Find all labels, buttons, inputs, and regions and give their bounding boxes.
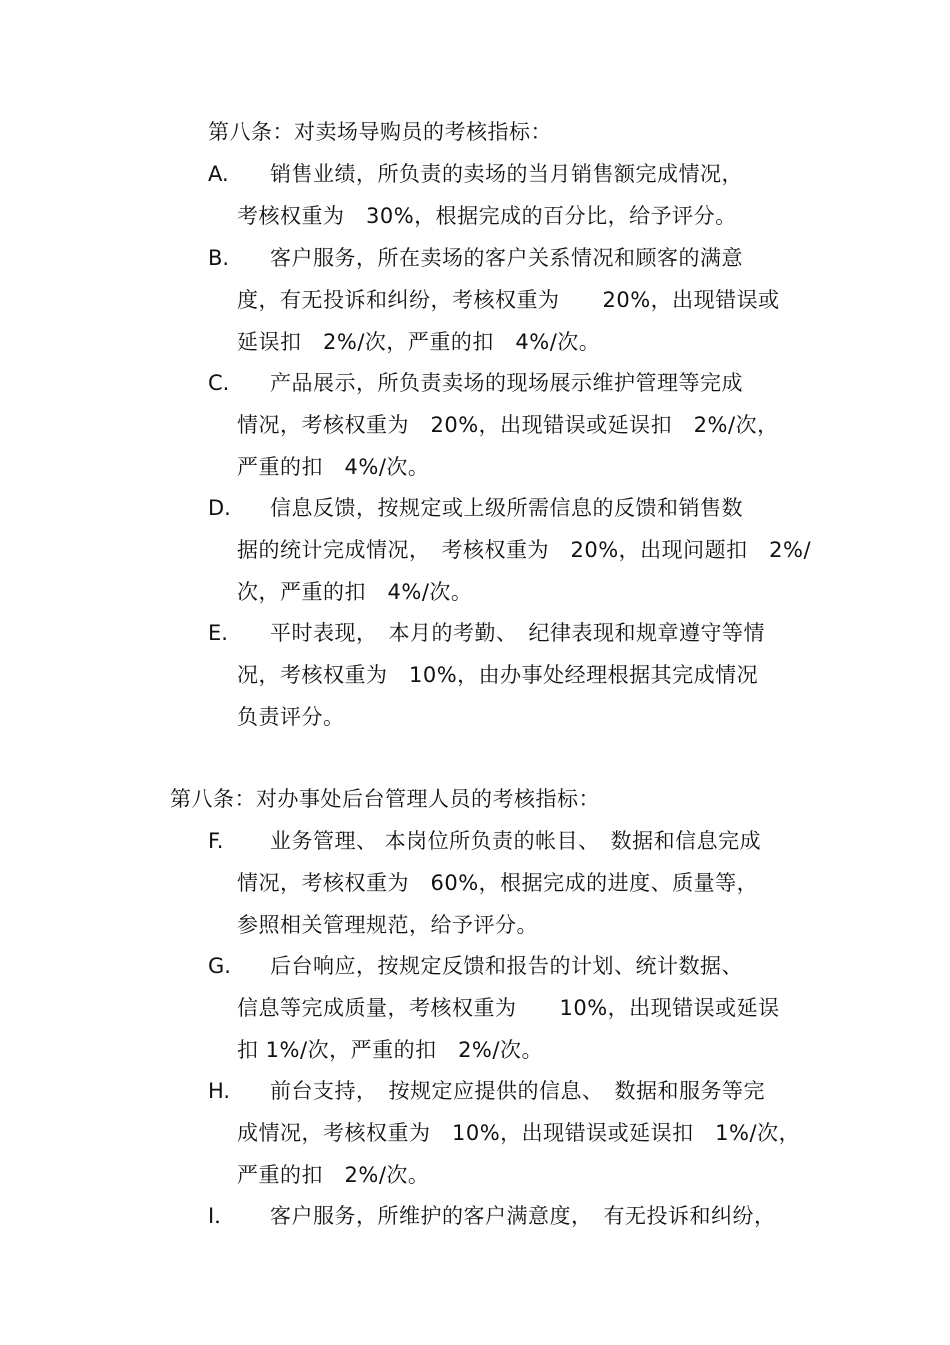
- item-f-line-2: 情况，考核权重为 60%，根据完成的进度、质量等，: [237, 871, 759, 895]
- item-f-letter: F.: [208, 829, 224, 853]
- item-c-line-2: 情况，考核权重为 20%，出现错误或延误扣 2%/次，: [237, 413, 779, 437]
- item-c-letter: C.: [208, 371, 230, 395]
- item-f-line-3: 参照相关管理规范，给予评分。: [237, 913, 538, 937]
- section-2-heading: 第八条：对办事处后台管理人员的考核指标：: [170, 787, 600, 811]
- item-h-line-3: 严重的扣 2%/次。: [237, 1163, 430, 1187]
- item-g-letter: G.: [208, 954, 231, 978]
- item-i-letter: I．: [208, 1204, 236, 1228]
- item-a-line-1: 销售业绩，所负责的卖场的当月销售额完成情况，: [270, 162, 743, 186]
- item-f-line-1: 业务管理、 本岗位所负责的帐目、 数据和信息完成: [270, 829, 762, 853]
- item-h-line-2: 成情况，考核权重为 10%，出现错误或延误扣 1%/次，: [237, 1121, 801, 1145]
- item-d-letter: D.: [208, 496, 231, 520]
- item-i-line-1: 客户服务，所维护的客户满意度， 有无投诉和纠纷，: [270, 1204, 776, 1228]
- item-b-line-1: 客户服务，所在卖场的客户关系情况和顾客的满意: [270, 246, 743, 270]
- item-g-line-1: 后台响应，按规定反馈和报告的计划、统计数据、: [270, 954, 743, 978]
- item-d-line-1: 信息反馈，按规定或上级所需信息的反馈和销售数: [270, 496, 743, 520]
- item-b-line-2: 度，有无投诉和纠纷，考核权重为 20%，出现错误或: [237, 288, 780, 312]
- item-g-line-3: 扣 1%/次，严重的扣 2%/次。: [237, 1038, 543, 1062]
- item-d-line-2: 据的统计完成情况， 考核权重为 20%，出现问题扣 2%/: [237, 538, 812, 562]
- item-a-line-2: 考核权重为 30%，根据完成的百分比，给予评分。: [237, 204, 737, 228]
- item-h-line-1: 前台支持， 按规定应提供的信息、 数据和服务等完: [270, 1079, 765, 1103]
- item-b-letter: B.: [208, 246, 230, 270]
- item-e-line-2: 况，考核权重为 10%，由办事处经理根据其完成情况: [237, 663, 759, 687]
- item-d-line-3: 次，严重的扣 4%/次。: [237, 580, 473, 604]
- item-a-letter: A.: [208, 162, 229, 186]
- item-e-line-1: 平时表现， 本月的考勤、 纪律表现和规章遵守等情: [270, 621, 765, 645]
- item-e-letter: E.: [208, 621, 228, 645]
- item-e-line-3: 负责评分。: [237, 705, 345, 729]
- item-c-line-3: 严重的扣 4%/次。: [237, 455, 430, 479]
- item-h-letter: H.: [208, 1079, 231, 1103]
- item-c-line-1: 产品展示，所负责卖场的现场展示维护管理等完成: [270, 371, 743, 395]
- section-1-heading: 第八条：对卖场导购员的考核指标：: [208, 120, 552, 144]
- item-b-line-3: 延误扣 2%/次，严重的扣 4%/次。: [237, 330, 601, 354]
- item-g-line-2: 信息等完成质量，考核权重为 10%，出现错误或延误: [237, 996, 780, 1020]
